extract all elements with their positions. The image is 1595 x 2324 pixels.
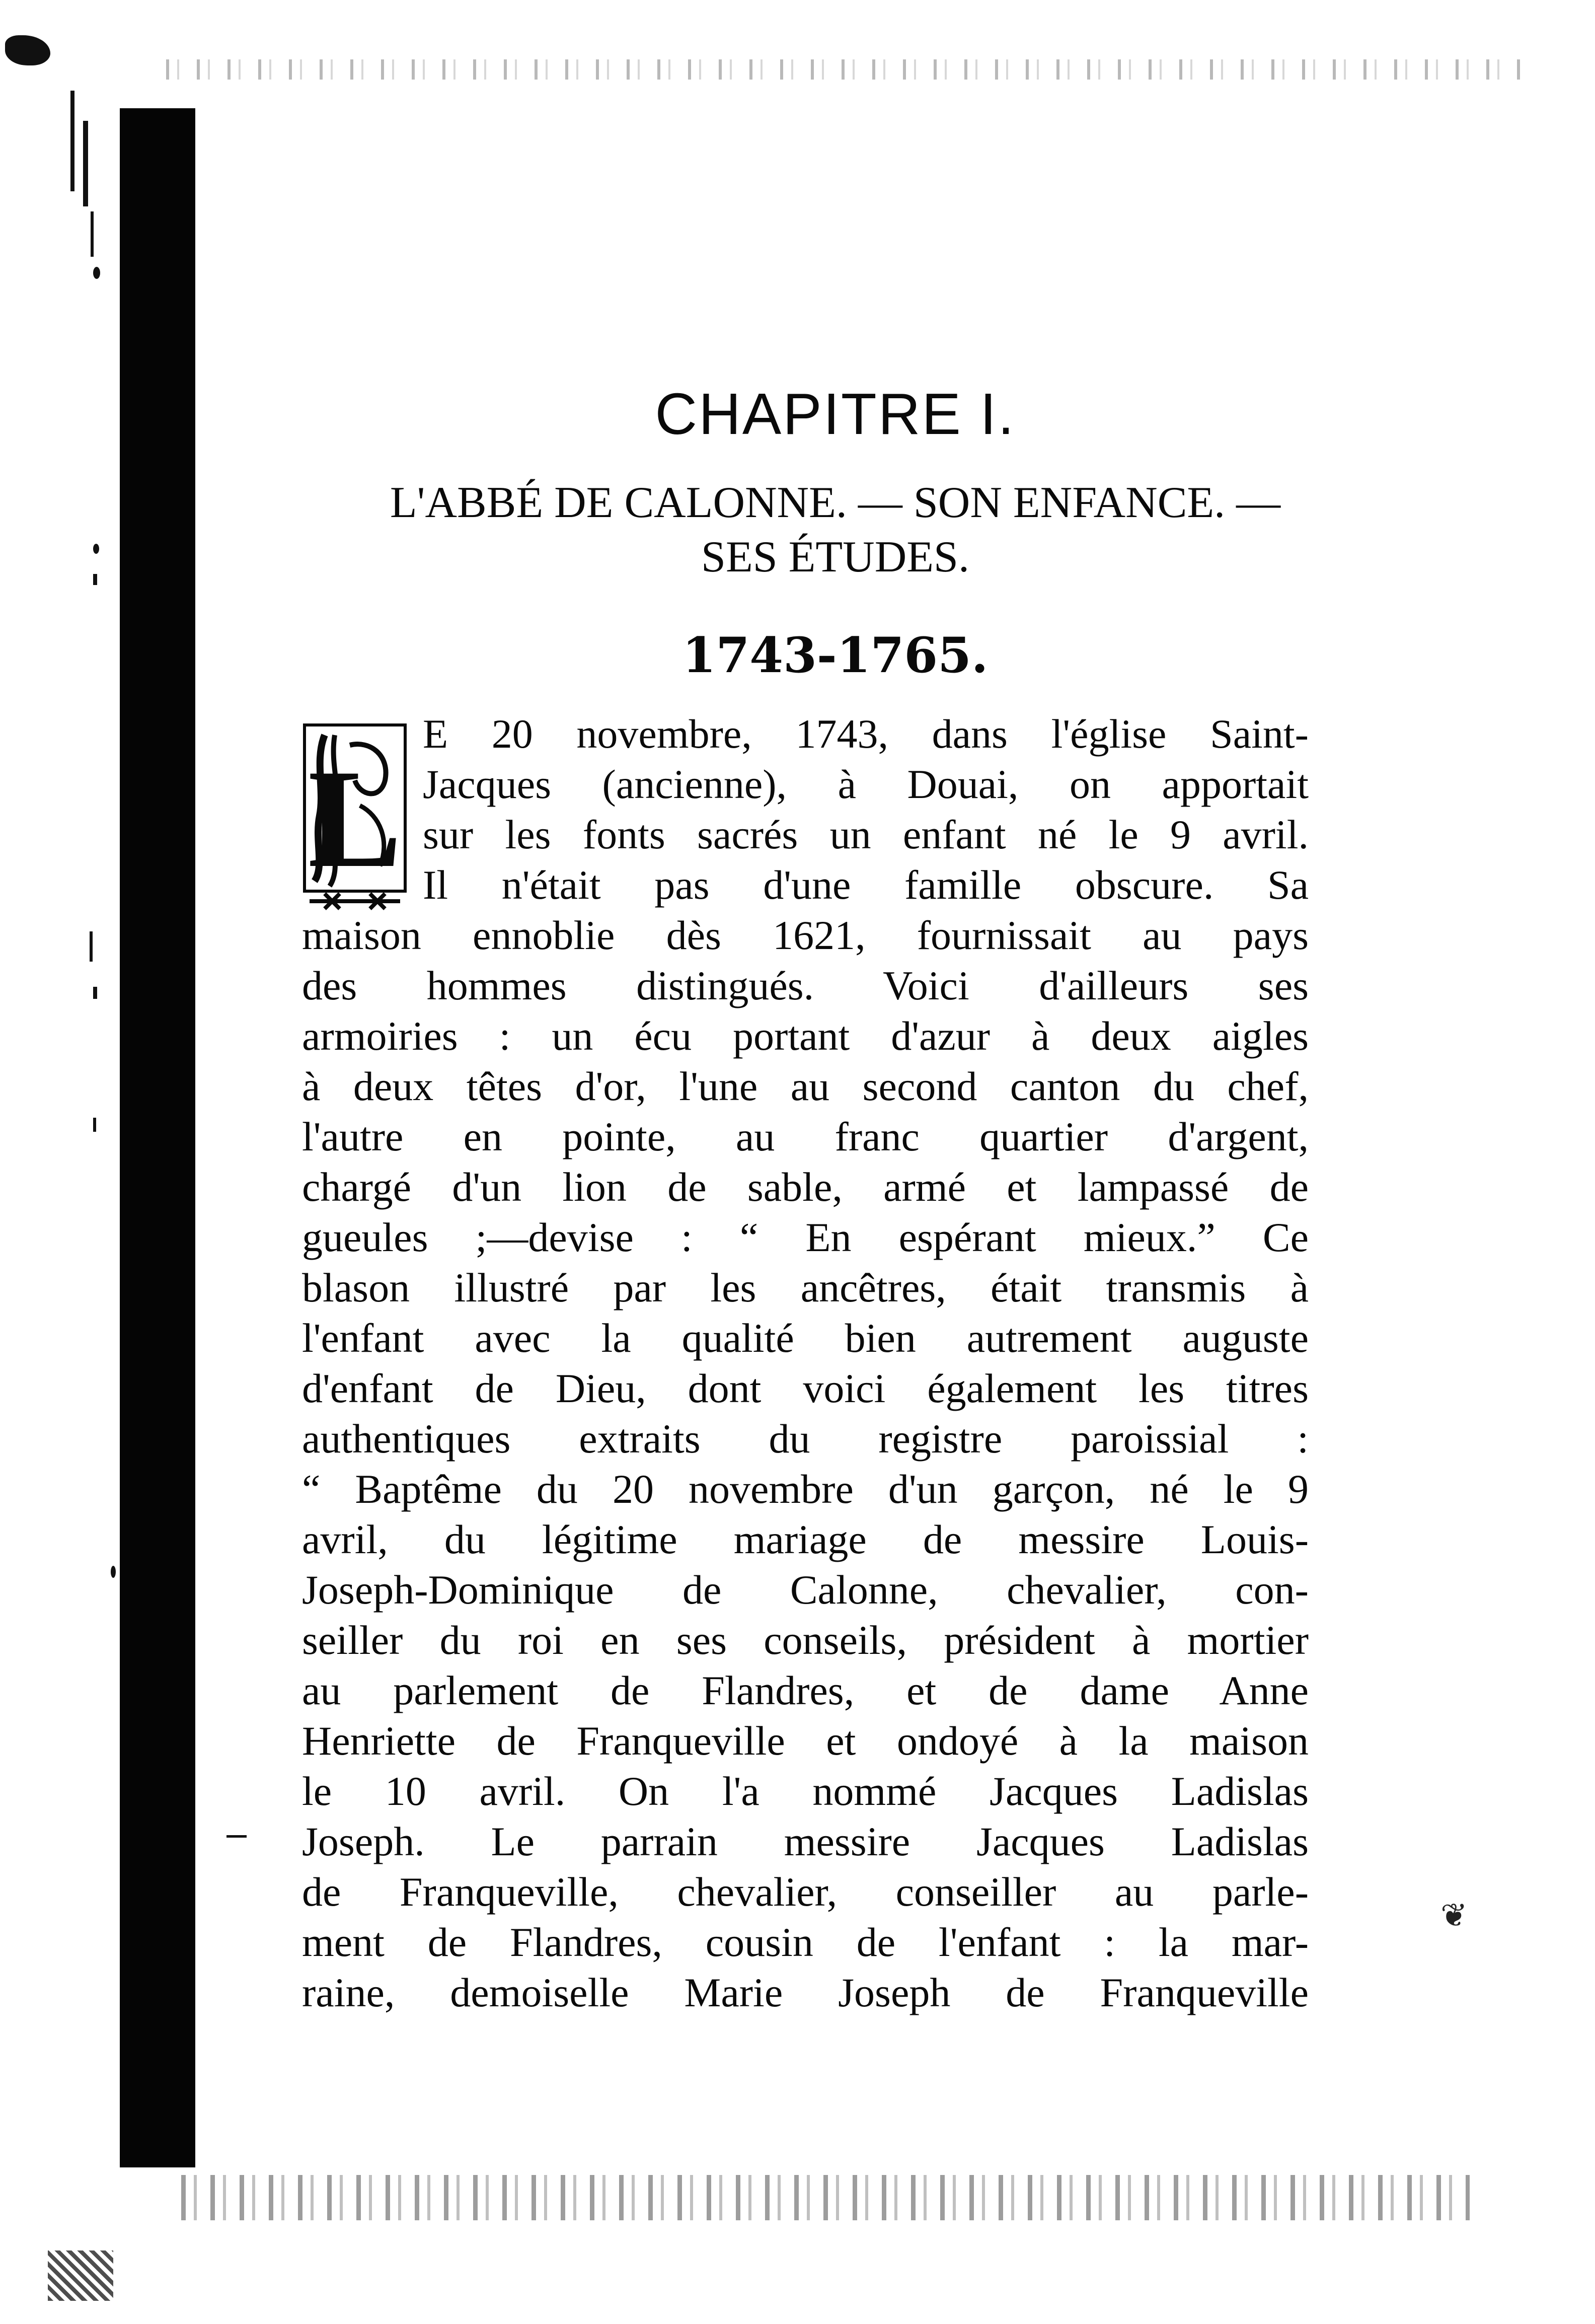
text-line: Jacques (ancienne), à Douai, on apportait xyxy=(423,761,1309,807)
margin-ornament: ❦ xyxy=(1440,1898,1468,1933)
text-line: Il n'était pas d'une famille obscure. Sa xyxy=(423,862,1309,908)
dropcap-letter: L xyxy=(308,740,402,897)
text-line: sur les fonts sacrés un enfant né le 9 avril. xyxy=(423,812,1309,857)
text-line: “ Baptême du 20 novembre d'un garçon, né le 9 xyxy=(302,1466,1309,1512)
text-line: gueules ;—devise : “ En espérant mieux.” Ce xyxy=(302,1214,1309,1260)
text-line: blason illustré par les ancêtres, était transmis à xyxy=(302,1265,1309,1311)
date-range: 1743-1765. xyxy=(682,627,989,684)
text-line: Henriette de Franqueville et ondoyé à la maison xyxy=(302,1718,1309,1764)
text-line: le 10 avril. On l'a nommé Jacques Ladislas xyxy=(302,1768,1309,1814)
text-line: raine, demoiselle Marie Joseph de Franqueville xyxy=(302,1970,1309,2015)
chapter-title: CHAPITRE I. xyxy=(655,381,1016,447)
text-line: l'enfant avec la qualité bien autrement auguste xyxy=(302,1315,1309,1361)
text-line: Joseph. Le parrain messire Jacques Ladislas xyxy=(302,1819,1309,1864)
text-line: avril, du légitime mariage de messire Louis- xyxy=(302,1516,1309,1562)
text-line: à deux têtes d'or, l'une au second canton du chef, xyxy=(302,1063,1309,1109)
text-line: de Franqueville, chevalier, conseiller au parle- xyxy=(302,1869,1309,1915)
subtitle-line-1: L'ABBÉ DE CALONNE. — SON ENFANCE. — xyxy=(390,478,1281,527)
text-line: armoiries : un écu portant d'azur à deux aigles xyxy=(302,1013,1309,1059)
text-line: au parlement de Flandres, et de dame Anne xyxy=(302,1667,1309,1713)
text-line: des hommes distingués. Voici d'ailleurs ses xyxy=(302,963,1309,1008)
subtitle-line-2: SES ÉTUDES. xyxy=(701,533,969,582)
text-line: chargé d'un lion de sable, armé et lampassé de xyxy=(302,1164,1309,1210)
text-line: d'enfant de Dieu, dont voici également les titres xyxy=(302,1365,1309,1411)
text-line: seiller du roi en ses conseils, président à mortier xyxy=(302,1617,1309,1663)
text-line: ment de Flandres, cousin de l'enfant : la mar- xyxy=(302,1919,1309,1965)
text-line: Joseph-Dominique de Calonne, chevalier, con- xyxy=(302,1567,1309,1613)
text-line: maison ennoblie dès 1621, fournissait au pays xyxy=(302,912,1309,958)
text-line: l'autre en pointe, au franc quartier d'argent, xyxy=(302,1114,1309,1159)
text-line: authentiques extraits du registre paroissial : xyxy=(302,1416,1309,1462)
text-line: E 20 novembre, 1743, dans l'église Saint- xyxy=(423,711,1309,757)
